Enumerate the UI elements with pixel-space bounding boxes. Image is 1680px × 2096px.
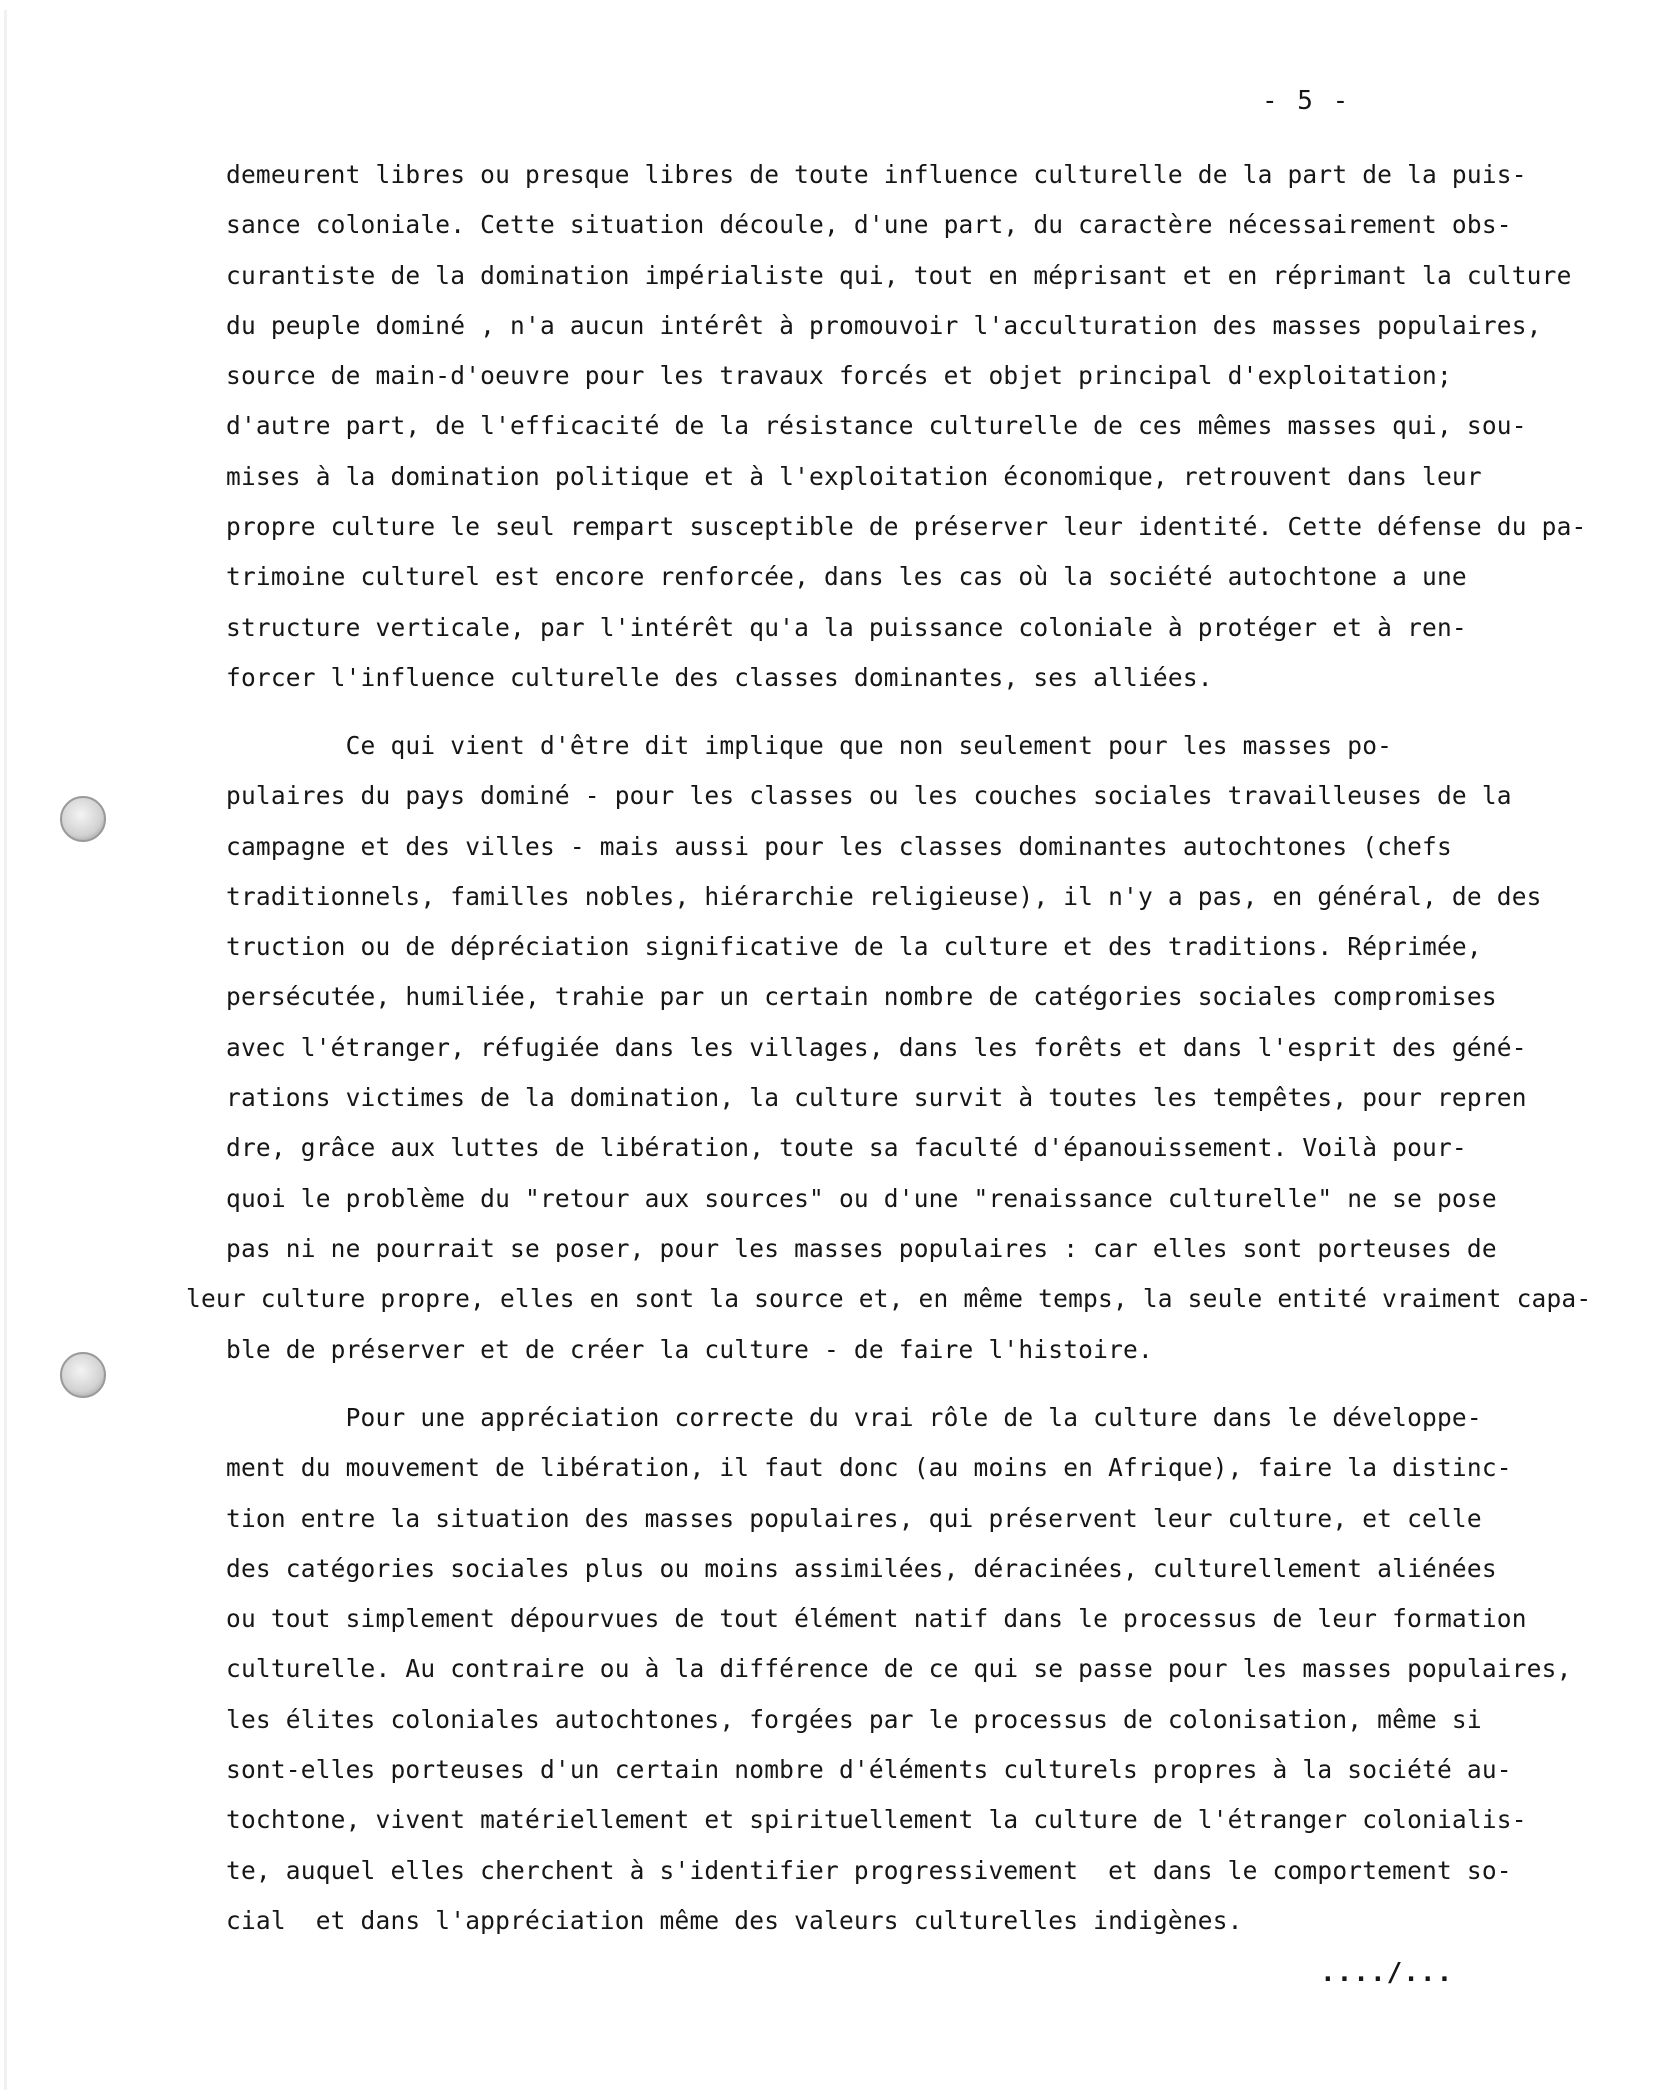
text-line: propre culture le seul rempart susceptible de préserver leur identité. Cette défense du pa- — [226, 512, 1587, 542]
paragraph-3 — [226, 1393, 1626, 1946]
page-number: - 5 - — [1262, 86, 1351, 116]
text-line: d'autre part, de l'efficacité de la résistance culturelle de ces mêmes masses qui, sou- — [226, 411, 1527, 441]
text-line: campagne et des villes - mais aussi pour les classes dominantes autochtones (chefs — [226, 831, 1452, 861]
text-line: quoi le problème du "retour aux sources" ou d'une "renaissance culturelle" ne se pose — [226, 1183, 1497, 1213]
text-line: ment du mouvement de libération, il faut donc (au moins en Afrique), faire la distinc- — [226, 1453, 1512, 1483]
text-line: avec l'étranger, réfugiée dans les villages, dans les forêts et dans l'esprit des géné- — [226, 1032, 1527, 1062]
scan-edge-mark — [4, 10, 7, 2090]
text-line: traditionnels, familles nobles, hiérarchie religieuse), il n'y a pas, en général, de des — [226, 881, 1542, 911]
text-line: leur culture propre, elles en sont la source et, en même temps, la seule entité vraiment capa- — [186, 1284, 1592, 1314]
paragraph-2 — [186, 721, 1626, 1375]
text-line: trimoine culturel est encore renforcée, dans les cas où la société autochtone a une — [226, 562, 1467, 592]
text-line: persécutée, humiliée, trahie par un certain nombre de catégories sociales compromises — [226, 982, 1497, 1012]
text-line: source de main-d'oeuvre pour les travaux forcés et objet principal d'exploitation; — [226, 361, 1452, 391]
text-line: des catégories sociales plus ou moins assimilées, déracinées, culturellement aliénées — [226, 1553, 1497, 1583]
paragraph-1 — [226, 150, 1626, 703]
binder-hole — [60, 1352, 106, 1398]
text-line: forcer l'influence culturelle des classes dominantes, ses alliées. — [226, 662, 1213, 692]
text-line: rations victimes de la domination, la culture survit à toutes les tempêtes, pour repren — [226, 1083, 1527, 1113]
text-line: sance coloniale. Cette situation découle, d'une part, du caractère nécessairement obs- — [226, 210, 1512, 240]
text-line: les élites coloniales autochtones, forgées par le processus de colonisation, même si — [226, 1704, 1482, 1734]
text-line: structure verticale, par l'intérêt qu'a la puissance coloniale à protéger et à ren- — [226, 612, 1467, 642]
text-line: Pour une appréciation correcte du vrai rôle de la culture dans le développe- — [226, 1403, 1482, 1432]
text-line: Ce qui vient d'être dit implique que non seulement pour les masses po- — [226, 731, 1393, 760]
text-line: truction ou de dépréciation significative de la culture et des traditions. Réprimée, — [226, 932, 1482, 962]
text-line: demeurent libres ou presque libres de toute influence culturelle de la part de la puis- — [226, 160, 1527, 189]
text-line: curantiste de la domination impérialiste qui, tout en méprisant et en réprimant la culture — [226, 260, 1572, 290]
text-line: culturelle. Au contraire ou à la différence de ce qui se passe pour les masses populaires, — [226, 1654, 1572, 1684]
text-line: ou tout simplement dépourvues de tout élément natif dans le processus de leur formation — [226, 1604, 1527, 1634]
text-line: tochtone, vivent matériellement et spirituellement la culture de l'étranger colonialis- — [226, 1805, 1527, 1835]
text-line: tion entre la situation des masses populaires, qui préservent leur culture, et celle — [226, 1503, 1482, 1533]
continuation-marker: ..../... — [1320, 1958, 1454, 1988]
text-line: pulaires du pays dominé - pour les classes ou les couches sociales travailleuses de la — [226, 781, 1512, 811]
text-line: ble de préserver et de créer la culture - de faire l'histoire. — [226, 1334, 1153, 1364]
binder-hole — [60, 796, 106, 842]
text-line: cial et dans l'appréciation même des valeurs culturelles indigènes. — [226, 1905, 1243, 1935]
text-line: sont-elles porteuses d'un certain nombre d'éléments culturels propres à la société au- — [226, 1755, 1512, 1785]
text-line: dre, grâce aux luttes de libération, toute sa faculté d'épanouissement. Voilà pour- — [226, 1133, 1467, 1163]
text-line: mises à la domination politique et à l'exploitation économique, retrouvent dans leur — [226, 461, 1482, 491]
text-line: du peuple dominé , n'a aucun intérêt à promouvoir l'acculturation des masses populaires, — [226, 310, 1542, 340]
text-line: te, auquel elles cherchent à s'identifier progressivement et dans le comportement so- — [226, 1855, 1512, 1885]
text-line: pas ni ne pourrait se poser, pour les masses populaires : car elles sont porteuses de — [226, 1233, 1497, 1263]
